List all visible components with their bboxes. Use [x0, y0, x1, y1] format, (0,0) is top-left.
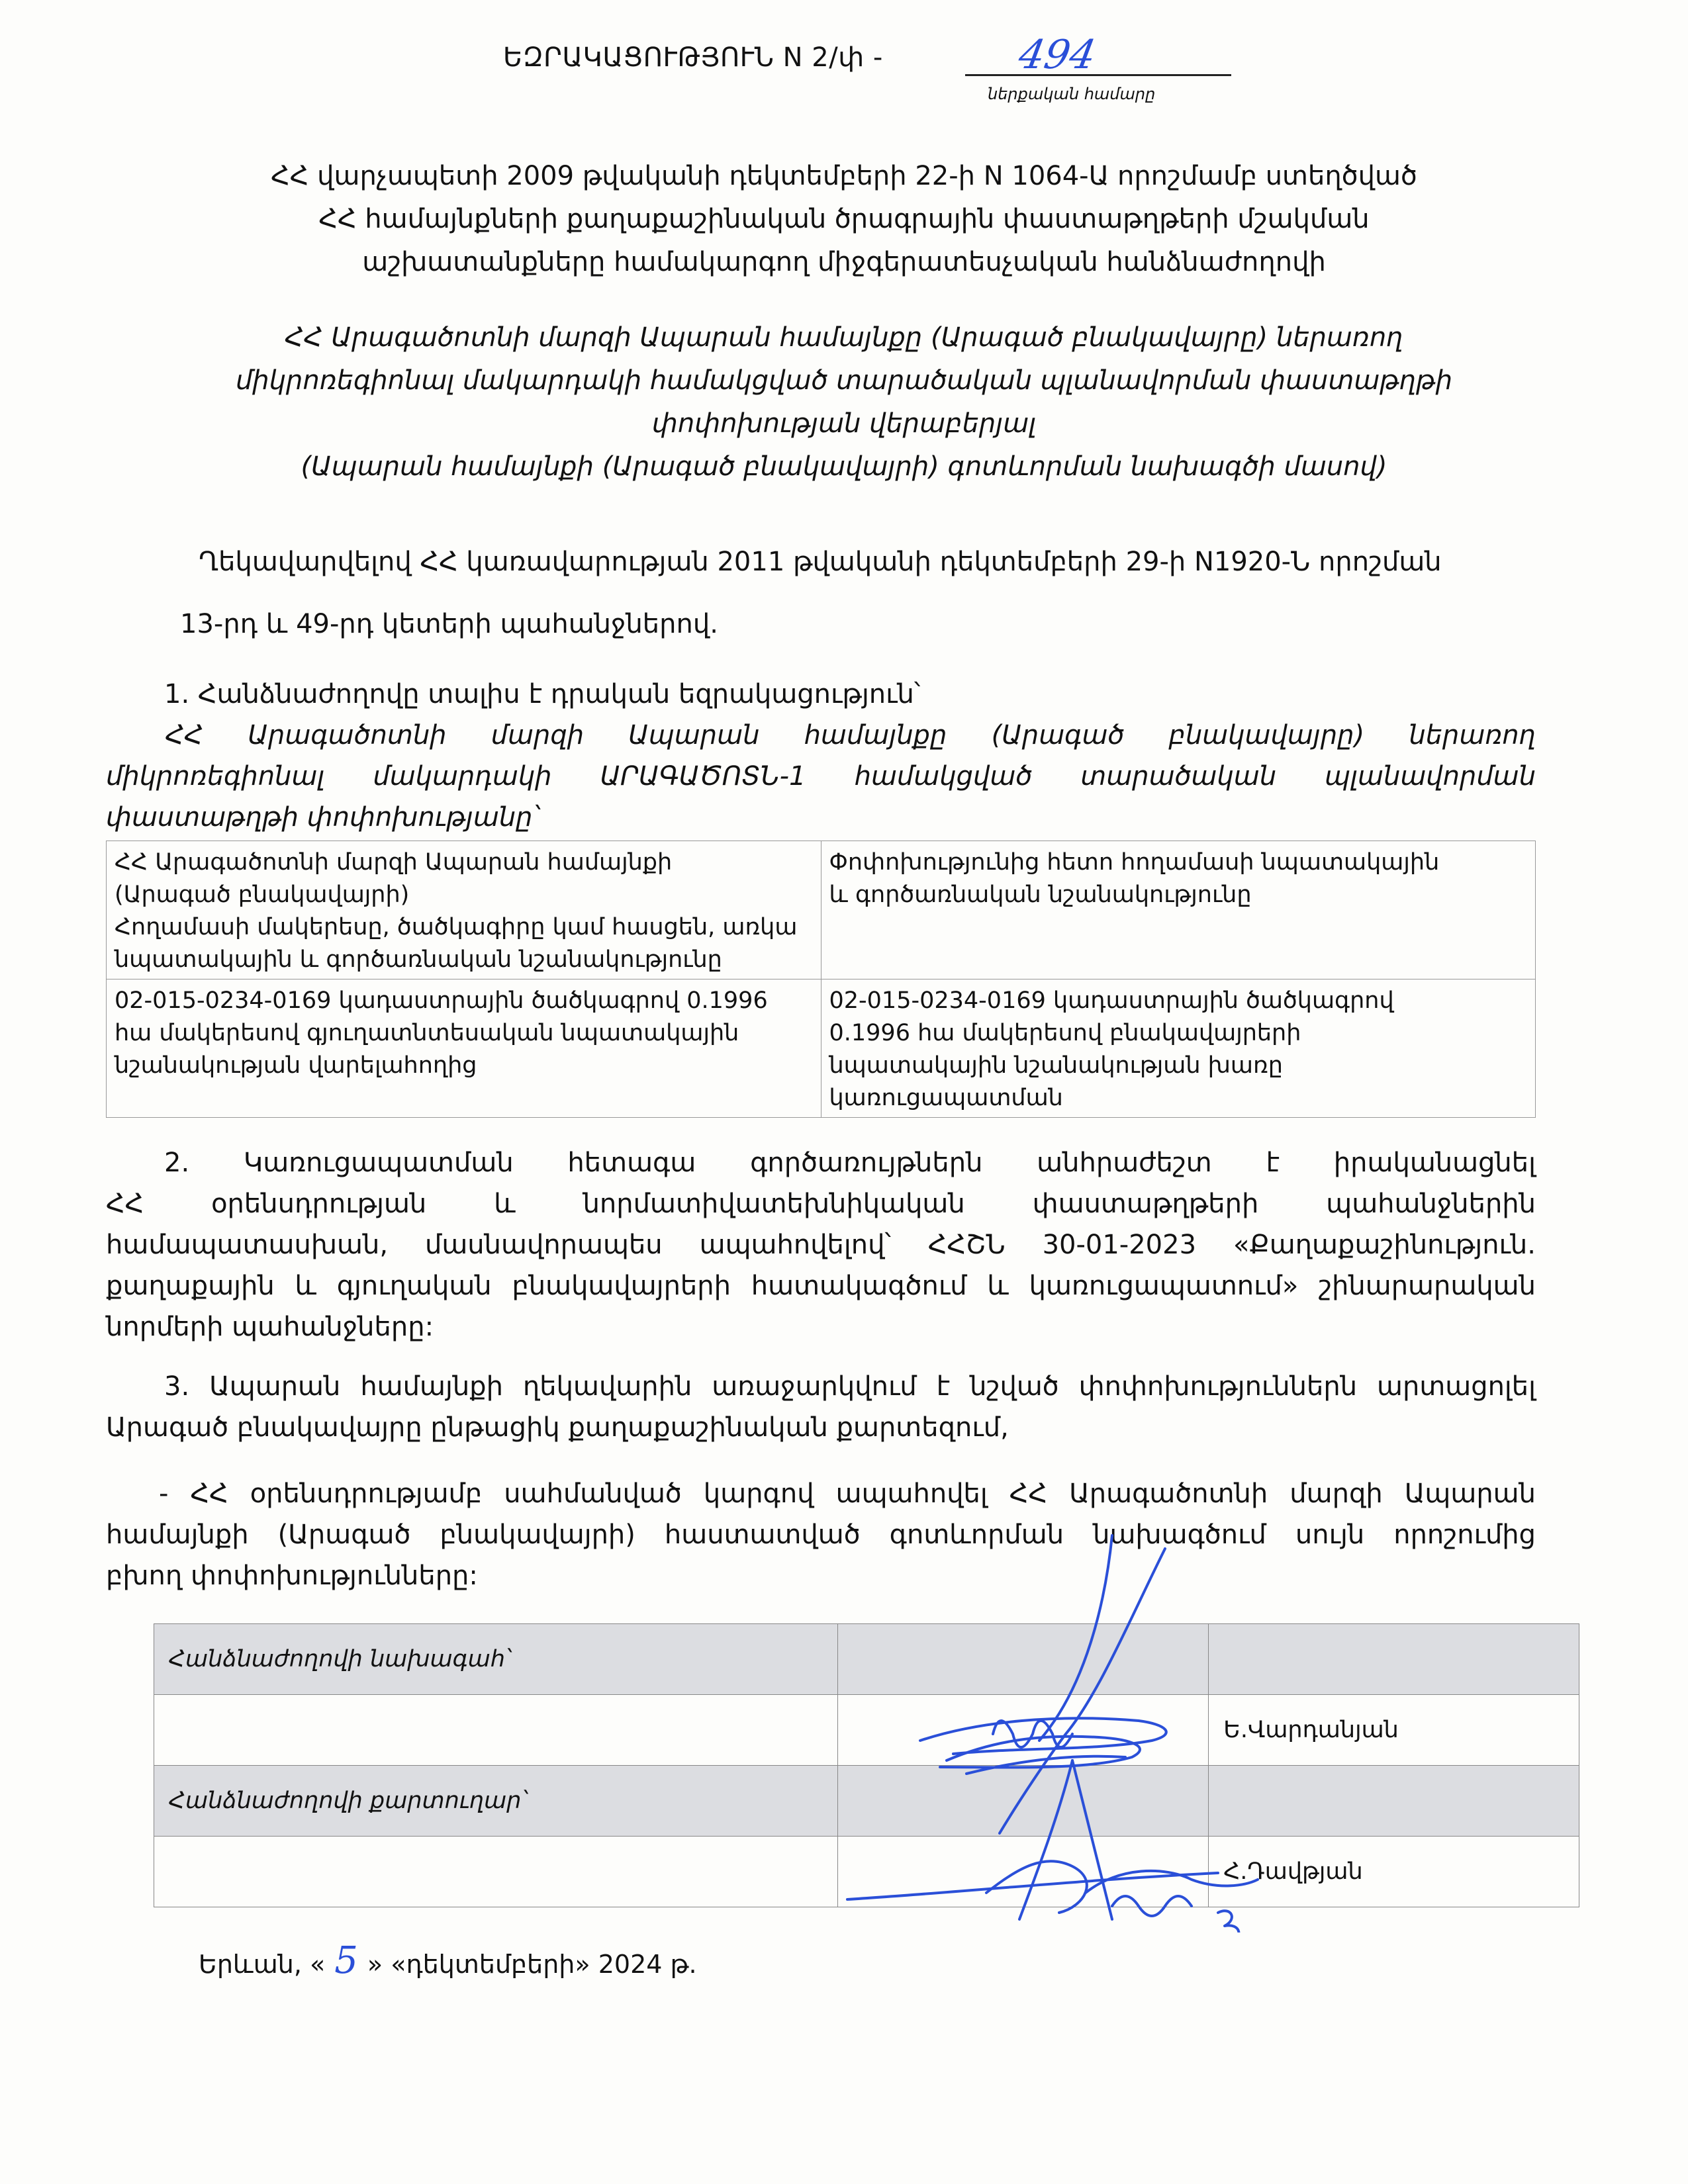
handwritten-signatures: [821, 1522, 1417, 1933]
footer-year: 2024 թ.: [598, 1950, 697, 1979]
handwritten-number: 494: [1015, 32, 1100, 78]
point2-body: [106, 1142, 1536, 1347]
cell-line: նպատակային նշանակության խառը: [829, 1052, 1283, 1079]
cell-line: և գործառնական նշանակությունը: [829, 882, 1252, 908]
table-row: [107, 979, 1536, 1118]
point2-line: նորմերի պահանջները:: [106, 1312, 434, 1342]
cell-line: 0.1996 հա մակերեսով բնակավայրերի: [829, 1020, 1301, 1046]
subject-line: (Ապարան համայնքի (Արագած բնակավայրի) գոտևորման նախագծի մասով): [301, 451, 1387, 482]
secretary-label: Հանձնաժողովի քարտուղար՝: [154, 1766, 838, 1837]
footer-open-quote: «: [310, 1950, 326, 1979]
intro-line: ՀՀ համայնքների քաղաքաշինական ծրագրային փաստաթղթերի մշակման: [318, 204, 1370, 234]
cell-line: Հողամասի մակերեսը, ծածկագիրը կամ հասցեն, առկա: [115, 914, 798, 940]
empty-cell: [154, 1695, 838, 1766]
intro-block: [159, 155, 1529, 284]
empty-cell: [154, 1837, 838, 1907]
table-header-left: [107, 841, 821, 979]
cell-line: հա մակերեսով գյուղատնտեսական նպատակային: [115, 1020, 739, 1046]
cell-line: ՀՀ Արագածոտնի մարզի Ապարան համայնքի: [115, 849, 673, 876]
point1-line: միկրոռեգիոնալ մակարդակի ԱՐԱԳԱԾՈՏՆ-1 համակցված տարածական պլանավորման: [106, 761, 1536, 792]
subject-line: փոփոխության վերաբերյալ: [651, 408, 1037, 439]
cell-line: 02-015-0234-0169 կադաստրային ծածկագրով 0.1996: [115, 987, 768, 1014]
point3-sub-line: համայնքի (Արագած բնակավայրի) հաստատված գոտևորման նախագծում սույն որոշումից: [106, 1520, 1536, 1550]
point2-line: քաղաքային և գյուղական բնակավայրերի հատակագծում և կառուցապատում» շինարարական: [106, 1271, 1536, 1301]
land-change-table: [106, 841, 1536, 1118]
point3-sub-line: բխող փոփոխությունները:: [106, 1561, 478, 1591]
chairman-label: Հանձնաժողովի նախագահ՝: [154, 1624, 838, 1695]
secretary-signature: [847, 1760, 1258, 1933]
cell-line: կառուցապատման: [829, 1085, 1063, 1111]
point1-line: փաստաթղթի փոփոխությանը՝: [106, 802, 539, 833]
chairman-signature: [920, 1535, 1166, 1833]
point2-line: 2. Կառուցապատման հետագա գործառույթներն անհրաժեշտ է իրականացնել: [164, 1148, 1536, 1178]
table-cell-current: [107, 979, 821, 1118]
preamble-line-1: Ղեկավարվելով ՀՀ կառավարության 2011 թվականի դեկտեմբերի 29-ի N1920-Ն որոշման: [199, 547, 1442, 577]
table-header-row: [107, 841, 1536, 979]
secretary-name: Հ.Դավթյան: [1209, 1837, 1579, 1907]
document-title: ԵԶՐԱԿԱՑՈՒԹՅՈՒՆ N 2/փ -: [503, 42, 883, 73]
point2-line: համապատասխան, մասնավորապես ապահովելով՝ ՀՀՇՆ 30-01-2023 «Քաղաքաշինություն.: [106, 1230, 1536, 1260]
cell-line: Փոփոխությունից հետո հողամասի նպատակային: [829, 849, 1440, 876]
point1-line: ՀՀ Արագածոտնի մարզի Ապարան համայնքը (Արագած բնակավայրը) ներառող: [165, 720, 1536, 751]
cell-line: նպատակային և գործառնական նշանակությունը: [115, 946, 722, 973]
point2-line: ՀՀ օրենսդրության և նորմատիվատեխնիկական փաստաթղթերի պահանջներին: [106, 1189, 1536, 1219]
footer-close-quote: »: [367, 1950, 383, 1979]
footer-city: Երևան,: [199, 1950, 302, 1979]
point3-body: [106, 1366, 1536, 1448]
footer-date: [199, 1939, 697, 1982]
footer-month: «դեկտեմբերի»: [391, 1950, 590, 1979]
cell-line: (Արագած բնակավայրի): [115, 882, 410, 908]
intro-line: ՀՀ վարչապետի 2009 թվականի դեկտեմբերի 22-ի N 1064-Ա որոշմամբ ստեղծված: [271, 161, 1417, 191]
point3-line: 3. Ապարան համայնքի ղեկավարին առաջարկվում է նշված փոփոխություններն արտացոլել: [164, 1371, 1536, 1402]
preamble-line-2: 13-րդ և 49-րդ կետերի պահանջներով.: [180, 609, 718, 639]
table-cell-new: [821, 979, 1536, 1118]
chairman-name: Ե.Վարդանյան: [1209, 1695, 1579, 1766]
subject-line: միկրոռեգիոնալ մակարդակի համակցված տարածական պլանավորման փաստաթղթի: [235, 365, 1453, 396]
intro-line: աշխատանքները համակարգող միջգերատեսչական հանձնաժողովի: [362, 247, 1326, 277]
cell-line: նշանակության վարելահողից: [115, 1052, 477, 1079]
cell-line: 02-015-0234-0169 կադաստրային ծածկագրով: [829, 987, 1394, 1014]
table-header-right: [821, 841, 1536, 979]
point1-body: [106, 715, 1536, 838]
number-caption: ներքական համարը: [988, 85, 1156, 103]
point1-heading: 1. Հանձնաժողովը տալիս է դրական եզրակացություն՝: [164, 679, 921, 709]
subject-block: [159, 316, 1529, 488]
point3-sub-line: - ՀՀ օրենսդրությամբ սահմանված կարգով ապահովել ՀՀ Արագածոտնի մարզի Ապարան: [159, 1479, 1536, 1509]
subject-line: ՀՀ Արագածոտնի մարզի Ապարան համայնքը (Արագած բնակավայրը) ներառող: [285, 322, 1403, 353]
footer-day-handwritten: 5: [334, 1939, 358, 1982]
number-underline: [965, 74, 1231, 76]
point3-line: Արագած բնակավայրը ընթացիկ քաղաքաշինական քարտեզում,: [106, 1412, 1009, 1443]
